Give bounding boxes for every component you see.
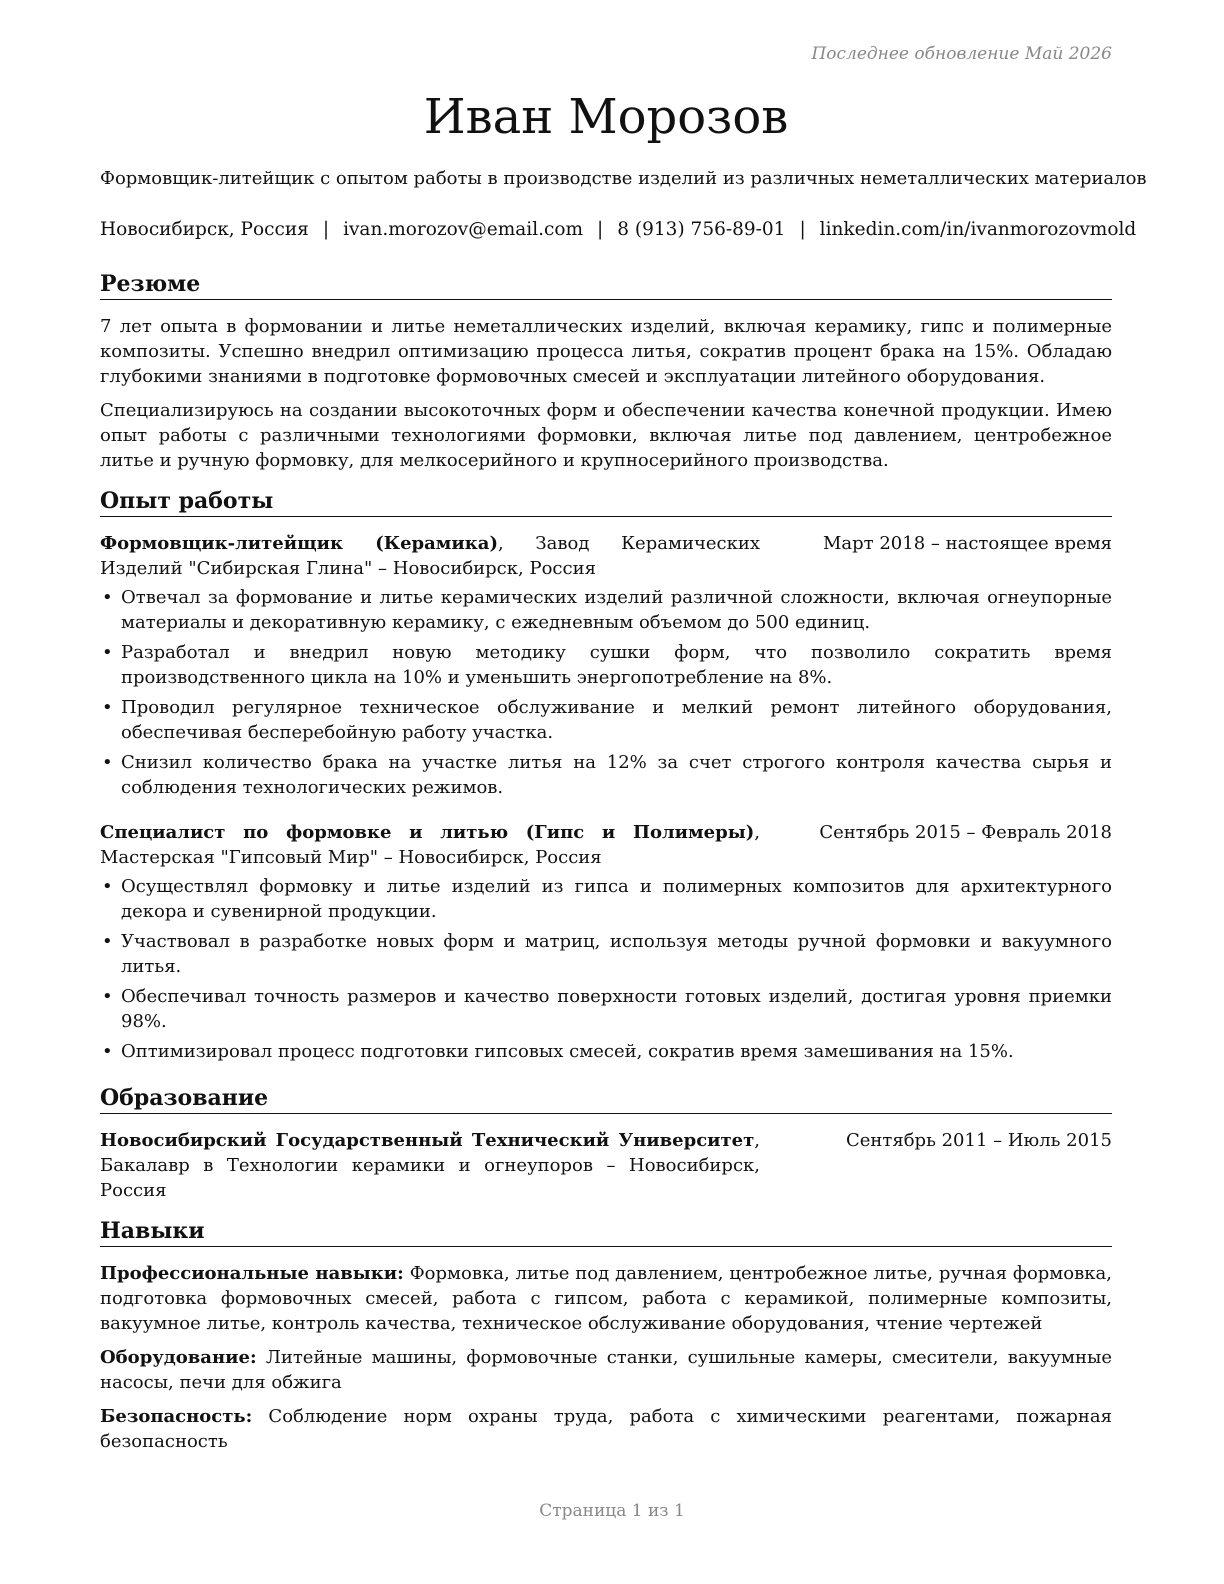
list-item: • Оптимизировал процесс подготовки гипсовых смесей, сократив время замешивания на 15%. [100, 1039, 1112, 1064]
tagline: Формовщик-литейщик с опытом работы в производстве изделий из различных неметаллических материалов [100, 168, 1147, 189]
skills-section [100, 1217, 1112, 1454]
section-heading-education: Образование [100, 1084, 1112, 1114]
contact-location: Новосибирск, Россия [100, 219, 309, 240]
skill-label: Оборудование: [100, 1347, 257, 1368]
page-number: Страница 1 из 1 [539, 1501, 685, 1521]
job-entry [100, 820, 1112, 1064]
summary-paragraph: Специализируюсь на создании высокоточных форм и обеспечении качества конечной продукции. Имею опыт работы с различными технологиями формовки, включая литье под давлением, центробежное литье и ручную формовку, для мелкосерийного и крупносерийного производства. [100, 400, 1112, 471]
summary-section [100, 270, 1112, 473]
job-title-line [100, 531, 760, 581]
education-school: Новосибирский Государственный Технический Университет [100, 1130, 755, 1151]
education-detail: , Бакалавр в Технологии керамики и огнеупоров – Новосибирск, Россия [100, 1130, 760, 1201]
summary-paragraph: 7 лет опыта в формовании и литье неметаллических изделий, включая керамику, гипс и полимерные композиты. Успешно внедрил оптимизацию процесса литья, сократив процент брака на 15%. Обладаю глубокими знаниями в подготовке формовочных смесей и эксплуатации литейного оборудования. [100, 316, 1112, 387]
contact-separator: | [597, 219, 604, 240]
job-company: , Мастерская "Гипсовый Мир" – Новосибирск, Россия [100, 822, 760, 868]
contact-separator: | [799, 219, 806, 240]
contact-phone[interactable]: 8 (913) 756-89-01 [617, 219, 786, 240]
resume-content [100, 270, 1112, 1468]
job-dates: Март 2018 – настоящее время [822, 533, 1112, 554]
section-heading-skills: Навыки [100, 1217, 1112, 1247]
skill-group [100, 1261, 1112, 1336]
skill-label: Безопасность: [100, 1406, 253, 1427]
skill-group [100, 1345, 1112, 1395]
contact-line [100, 219, 1137, 240]
job-bullets [100, 585, 1112, 800]
education-section [100, 1084, 1112, 1203]
section-heading-summary: Резюме [100, 270, 1112, 300]
job-bullets [100, 874, 1112, 1064]
list-item: • Обеспечивал точность размеров и качество поверхности готовых изделий, достигая уровня приемки 98%. [100, 984, 1112, 1034]
section-heading-experience: Опыт работы [100, 487, 1112, 517]
skill-text: Литейные машины, формовочные станки, сушильные камеры, смесители, вакуумные насосы, печи для обжига [100, 1347, 1112, 1393]
education-title-line [100, 1128, 760, 1203]
list-item: • Проводил регулярное техническое обслуживание и мелкий ремонт литейного оборудования, обеспечивая бесперебойную работу участка. [100, 695, 1112, 745]
contact-linkedin[interactable]: linkedin.com/in/ivanmorozovmold [819, 219, 1137, 240]
skill-text: Формовка, литье под давлением, центробежное литье, ручная формовка, подготовка формовочных смесей, работа с гипсом, работа с керамикой, полимерные композиты, вакуумное литье, контроль качества, техническое обслуживание оборудования, чтение чертежей [100, 1263, 1112, 1334]
list-item: • Разработал и внедрил новую методику сушки форм, что позволило сократить время производственного цикла на 10% и уменьшить энергопотребление на 8%. [100, 640, 1112, 690]
job-role: Специалист по формовке и литью (Гипс и Полимеры) [100, 822, 755, 843]
skill-group [100, 1404, 1112, 1454]
job-role: Формовщик-литейщик (Керамика) [100, 533, 498, 554]
skill-text: Соблюдение норм охраны труда, работа с химическими реагентами, пожарная безопасность [100, 1406, 1112, 1452]
skill-label: Профессиональные навыки: [100, 1263, 404, 1284]
list-item: • Осуществлял формовку и литье изделий из гипса и полимерных композитов для архитектурного декора и сувенирной продукции. [100, 874, 1112, 924]
list-item: • Отвечал за формование и литье керамических изделий различной сложности, включая огнеупорные материалы и декоративную керамику, с ежедневным объемом до 500 единиц. [100, 585, 1112, 635]
education-dates: Сентябрь 2011 – Июль 2015 [845, 1130, 1112, 1151]
list-item: • Снизил количество брака на участке литья на 12% за счет строгого контроля качества сырья и соблюдения технологических режимов. [100, 750, 1112, 800]
experience-section [100, 487, 1112, 1064]
job-header [100, 531, 1112, 581]
job-dates: Сентябрь 2015 – Февраль 2018 [819, 822, 1112, 843]
candidate-name: Иван Морозов [423, 89, 789, 145]
contact-separator: | [322, 219, 330, 240]
job-title-line [100, 820, 760, 870]
job-entry [100, 531, 1112, 800]
job-company: , Завод Керамических Изделий "Сибирская Глина" – Новосибирск, Россия [100, 533, 760, 579]
contact-email[interactable]: ivan.morozov@email.com [343, 219, 584, 240]
list-item: • Участвовал в разработке новых форм и матриц, используя методы ручной формовки и вакуумного литья. [100, 929, 1112, 979]
last-updated: Последнее обновление Май 2026 [811, 44, 1112, 64]
job-header [100, 820, 1112, 870]
education-entry [100, 1128, 1112, 1203]
